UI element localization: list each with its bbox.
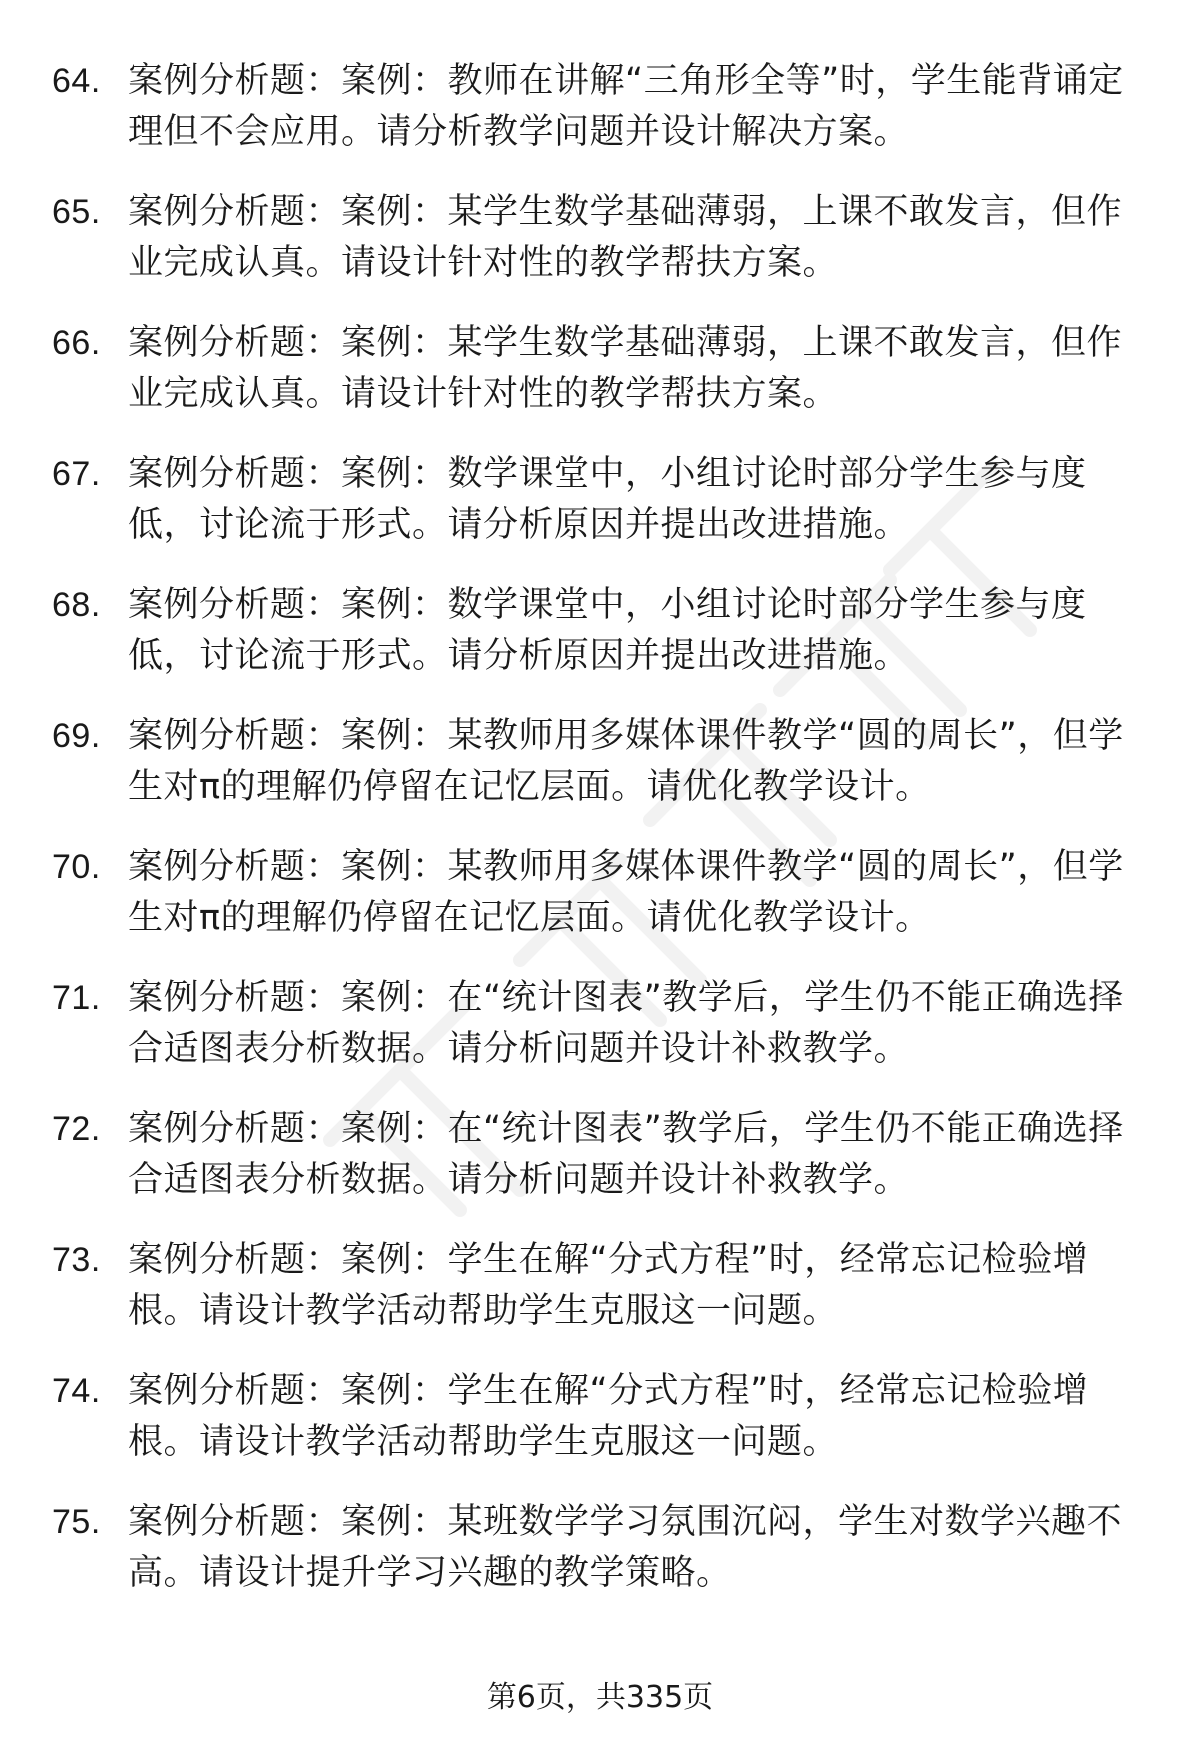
question-text: 案例分析题：案例：某学生数学基础薄弱，上课不敢发言，但作业完成认真。请设计针对性的教学帮扶方案。 [128, 192, 1123, 283]
question-number: 71. [52, 979, 101, 1017]
question-text: 案例分析题：案例：在“统计图表”教学后，学生仍不能正确选择合适图表分析数据。请分析问题并设计补救教学。 [128, 1109, 1124, 1200]
question-item [50, 973, 1160, 1104]
question-text: 案例分析题：案例：学生在解“分式方程”时，经常忘记检验增根。请设计教学活动帮助学生克服这一问题。 [128, 1240, 1089, 1331]
question-item [50, 1104, 1160, 1235]
question-text: 案例分析题：案例：某教师用多媒体课件教学“圆的周长”，但学生对π的理解仍停留在记忆层面。请优化教学设计。 [128, 716, 1124, 807]
question-number: 65. [52, 193, 101, 231]
question-item [50, 449, 1160, 580]
question-item [50, 580, 1160, 711]
question-item [50, 842, 1160, 973]
question-text: 案例分析题：案例：数学课堂中，小组讨论时部分学生参与度低，讨论流于形式。请分析原因并提出改进措施。 [128, 454, 1087, 545]
question-text: 案例分析题：案例：学生在解“分式方程”时，经常忘记检验增根。请设计教学活动帮助学生克服这一问题。 [128, 1371, 1089, 1462]
question-number: 73. [52, 1241, 101, 1279]
question-number: 70. [52, 848, 101, 886]
question-number: 66. [52, 324, 101, 362]
question-list [50, 56, 1160, 1628]
question-item [50, 1235, 1160, 1366]
question-number: 68. [52, 586, 101, 624]
question-text: 案例分析题：案例：在“统计图表”教学后，学生仍不能正确选择合适图表分析数据。请分析问题并设计补救教学。 [128, 978, 1124, 1069]
question-text: 案例分析题：案例：某班数学学习氛围沉闷，学生对数学兴趣不高。请设计提升学习兴趣的教学策略。 [128, 1502, 1123, 1593]
question-item [50, 56, 1160, 187]
page-footer [0, 1678, 1200, 1718]
question-item [50, 187, 1160, 318]
question-number: 75. [52, 1503, 101, 1541]
page-number-label: 第6页，共335页 [486, 1680, 714, 1715]
question-item [50, 1366, 1160, 1497]
question-number: 74. [52, 1372, 101, 1410]
question-text: 案例分析题：案例：某学生数学基础薄弱，上课不敢发言，但作业完成认真。请设计针对性的教学帮扶方案。 [128, 323, 1123, 414]
question-item [50, 318, 1160, 449]
question-number: 69. [52, 717, 101, 755]
question-text: 案例分析题：案例：教师在讲解“三角形全等”时，学生能背诵定理但不会应用。请分析教学问题并设计解决方案。 [128, 61, 1124, 152]
question-text: 案例分析题：案例：数学课堂中，小组讨论时部分学生参与度低，讨论流于形式。请分析原因并提出改进措施。 [128, 585, 1087, 676]
question-text: 案例分析题：案例：某教师用多媒体课件教学“圆的周长”，但学生对π的理解仍停留在记忆层面。请优化教学设计。 [128, 847, 1124, 938]
question-item [50, 1497, 1160, 1628]
question-item [50, 711, 1160, 842]
question-number: 64. [52, 62, 101, 100]
question-number: 67. [52, 455, 101, 493]
question-number: 72. [52, 1110, 101, 1148]
